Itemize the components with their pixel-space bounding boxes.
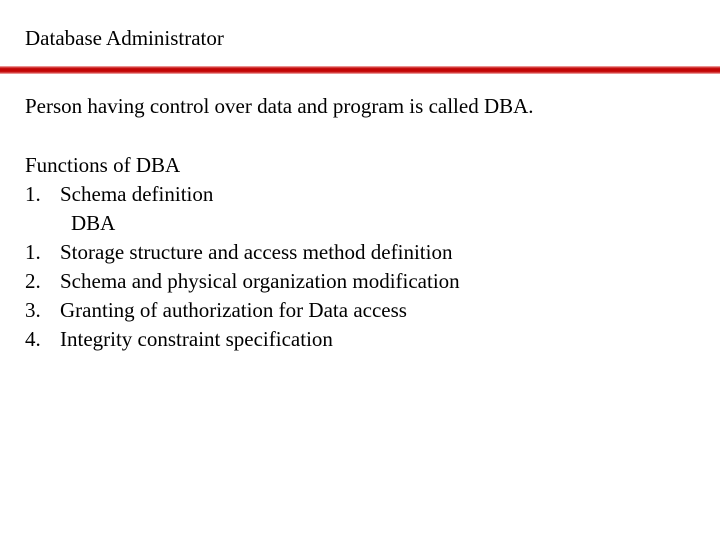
intro-text: Person having control over data and program is called DBA. — [25, 94, 534, 118]
list-item — [25, 325, 705, 354]
spacer — [25, 121, 705, 151]
list-item-number: 3. — [25, 298, 41, 322]
list-item-number: 1. — [25, 182, 41, 206]
list-item-number: 2. — [25, 269, 41, 293]
list-item-text: Integrity constraint specification — [60, 327, 333, 351]
list-item — [25, 267, 705, 296]
list-item — [25, 238, 705, 267]
list-item — [25, 180, 705, 209]
list-item-text: Schema definition — [60, 182, 214, 206]
functions-heading: Functions of DBA — [25, 153, 181, 177]
title-divider — [0, 66, 720, 74]
list-item-number: 4. — [25, 327, 41, 351]
slide-body — [25, 92, 705, 354]
list-item-number: 1. — [25, 240, 41, 264]
slide-title: Database Administrator — [25, 26, 224, 50]
list-item — [25, 296, 705, 325]
list-item-text: Granting of authorization for Data access — [60, 298, 407, 322]
list-item-text: Storage structure and access method definition — [60, 240, 453, 264]
sub-heading: DBA — [71, 211, 116, 235]
list-item-text: Schema and physical organization modification — [60, 269, 460, 293]
